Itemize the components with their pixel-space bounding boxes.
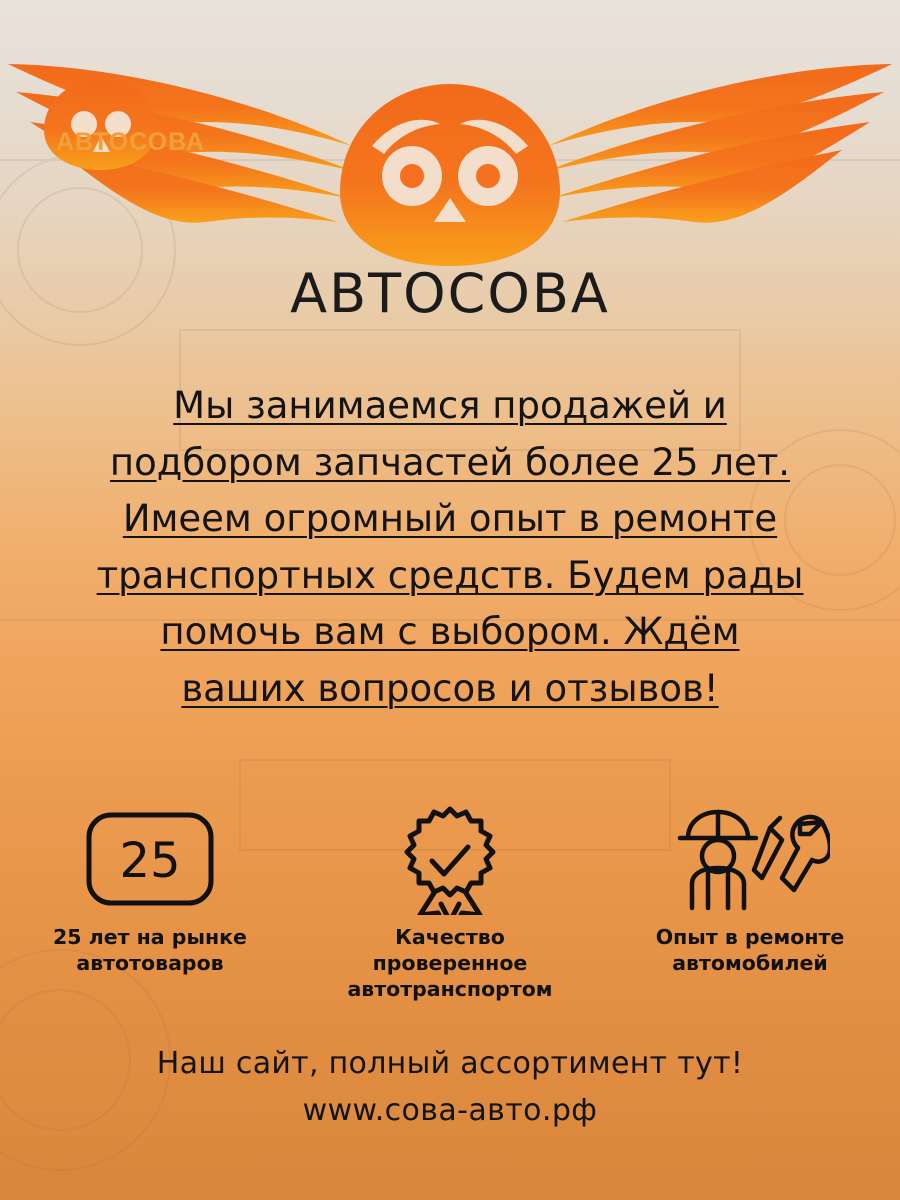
feature-repair <box>620 800 880 976</box>
about-text: Мы занимаемся продажей и подбором запчастей более 25 лет. Имеем огромный опыт в ремонте транспортных средств. Будем рады помочь вам с выбором. Ждём ваших вопросов и отзывов! <box>96 384 804 711</box>
footer-tagline: Наш сайт, полный ассортимент тут! <box>156 1046 744 1081</box>
page-title: АВТОСОВА <box>290 262 610 325</box>
website-url[interactable]: www.сова-авто.рф <box>302 1093 598 1128</box>
feature-caption: 25 лет на рынке автотоваров <box>53 925 247 976</box>
feature-caption: Опыт в ремонте автомобилей <box>655 925 845 976</box>
badge-number: 25 <box>119 833 181 889</box>
feature-quality <box>320 800 580 1003</box>
badge-25-years-icon <box>85 800 215 918</box>
features-row <box>0 800 900 1003</box>
footer <box>0 1046 900 1128</box>
mechanic-tools-icon <box>670 800 830 918</box>
quality-rosette-icon <box>394 800 506 918</box>
feature-years <box>20 800 280 976</box>
feature-caption: Качество проверенное автотранспортом <box>347 925 553 1002</box>
logo-wordmark: АВТОСОВА <box>56 128 205 156</box>
